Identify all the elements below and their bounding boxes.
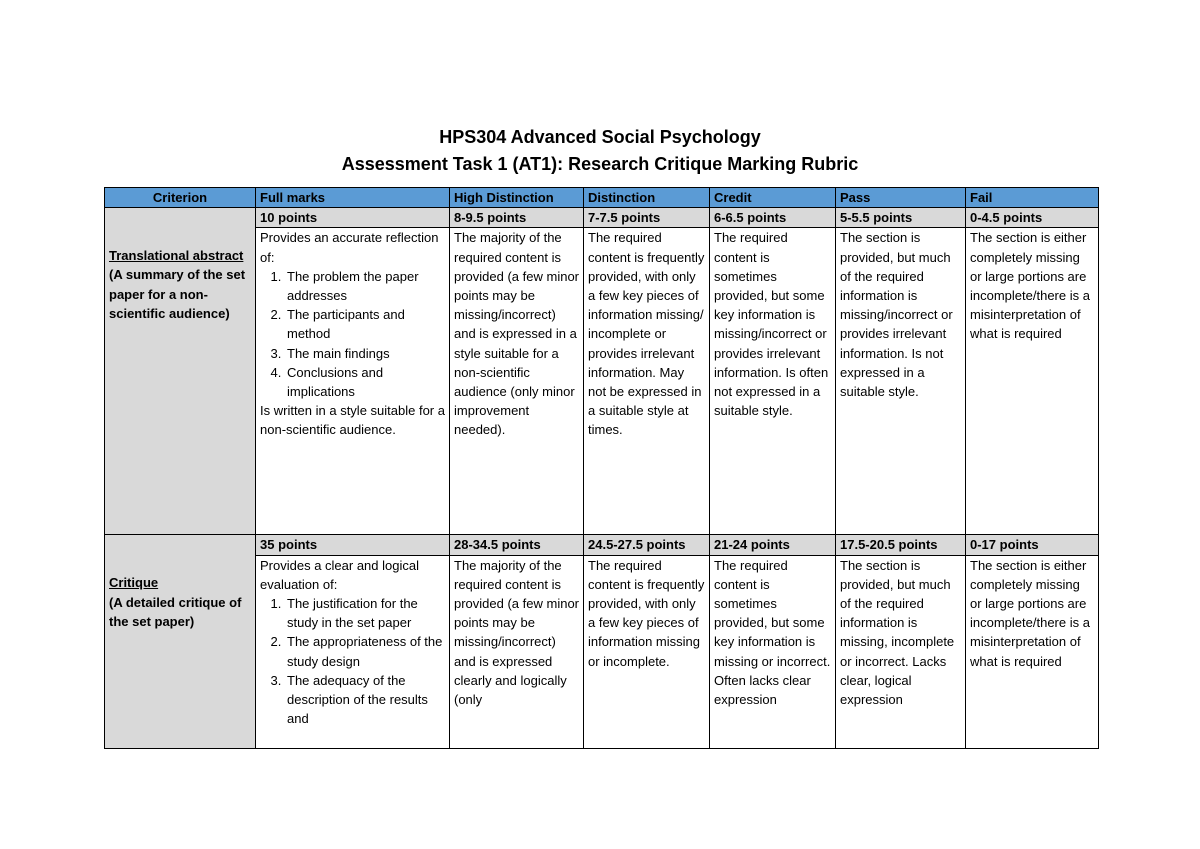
list-item: 1. The justification for the study in the set paper (285, 594, 445, 632)
pass-descriptor: The section is provided, but much of the required information is missing/incorrect or provides irrelevant information. Is not expressed in a suitable style. (836, 228, 966, 535)
points-credit: 6-6.5 points (710, 208, 836, 228)
points-pass: 5-5.5 points (836, 208, 966, 228)
rubric-table (104, 187, 1099, 749)
header-fail: Fail (966, 188, 1099, 208)
points-row (105, 535, 1099, 555)
credit-descriptor: The required content is sometimes provided, but some key information is missing/incorrect or provides irrelevant information. Is often not expressed in a suitable style. (710, 228, 836, 535)
points-fail: 0-17 points (966, 535, 1099, 555)
full-marks-list (260, 267, 445, 401)
distinction-descriptor: The required content is frequently provided, with only a few key pieces of information missing or incomplete. (584, 555, 710, 748)
points-full-marks: 10 points (256, 208, 450, 228)
criterion-description: (A summary of the set paper for a non-scientific audience) (109, 267, 246, 321)
header-criterion: Criterion (105, 188, 256, 208)
points-row (105, 208, 1099, 228)
points-high-distinction: 8-9.5 points (450, 208, 584, 228)
fail-descriptor: The section is either completely missing or large portions are incomplete/there is a misinterpretation of what is required (966, 555, 1099, 748)
criterion-title: Translational abstract (109, 248, 244, 264)
list-item: 4. Conclusions and implications (285, 363, 445, 401)
points-distinction: 7-7.5 points (584, 208, 710, 228)
points-distinction: 24.5-27.5 points (584, 535, 710, 555)
points-full-marks: 35 points (256, 535, 450, 555)
points-pass: 17.5-20.5 points (836, 535, 966, 555)
document-heading (0, 124, 1200, 178)
header-pass: Pass (836, 188, 966, 208)
document-title: HPS304 Advanced Social Psychology (439, 127, 761, 147)
full-marks-intro: Provides a clear and logical evaluation of: (260, 557, 419, 592)
pass-descriptor: The section is provided, but much of the required information is missing, incomplete or incorrect. Lacks clear, logical expression (836, 555, 966, 748)
full-marks-intro: Provides an accurate reflection of: (260, 230, 439, 265)
document-subtitle: Assessment Task 1 (AT1): Research Critique Marking Rubric (341, 154, 859, 174)
points-credit: 21-24 points (710, 535, 836, 555)
full-marks-descriptor (256, 555, 450, 748)
list-item: 1. The problem the paper addresses (285, 267, 445, 305)
criterion-cell (105, 208, 256, 535)
high-distinction-descriptor: The majority of the required content is provided (a few minor points may be missing/incorrect) and is expressed clearly and logically (only (450, 555, 584, 748)
distinction-descriptor: The required content is frequently provided, with only a few key pieces of information missing/ incomplete or provides irrelevant information. May not be expressed in a suitable style at times. (584, 228, 710, 535)
criterion-description: (A detailed critique of the set paper) (109, 594, 242, 629)
full-marks-list (260, 594, 445, 728)
criterion-title: Critique (109, 575, 159, 591)
list-item: 3. The adequacy of the description of the results and (285, 671, 445, 729)
points-fail: 0-4.5 points (966, 208, 1099, 228)
header-high-distinction: High Distinction (450, 188, 584, 208)
list-item: 2. The appropriateness of the study design (285, 632, 445, 670)
criterion-cell (105, 535, 256, 748)
fail-descriptor: The section is either completely missing or large portions are incomplete/there is a misinterpretation of what is required (966, 228, 1099, 535)
full-marks-outro: Is written in a style suitable for a non-scientific audience. (260, 403, 445, 438)
header-distinction: Distinction (584, 188, 710, 208)
full-marks-descriptor (256, 228, 450, 535)
rubric-header-row (105, 188, 1099, 208)
points-high-distinction: 28-34.5 points (450, 535, 584, 555)
header-credit: Credit (710, 188, 836, 208)
list-item: 3. The main findings (285, 344, 445, 363)
list-item: 2. The participants and method (285, 305, 445, 343)
high-distinction-descriptor: The majority of the required content is provided (a few minor points may be missing/incorrect) and is expressed in a style suitable for a non-scientific audience (only minor improvement needed). (450, 228, 584, 535)
header-full-marks: Full marks (256, 188, 450, 208)
credit-descriptor: The required content is sometimes provided, but some key information is missing or incorrect. Often lacks clear expression (710, 555, 836, 748)
